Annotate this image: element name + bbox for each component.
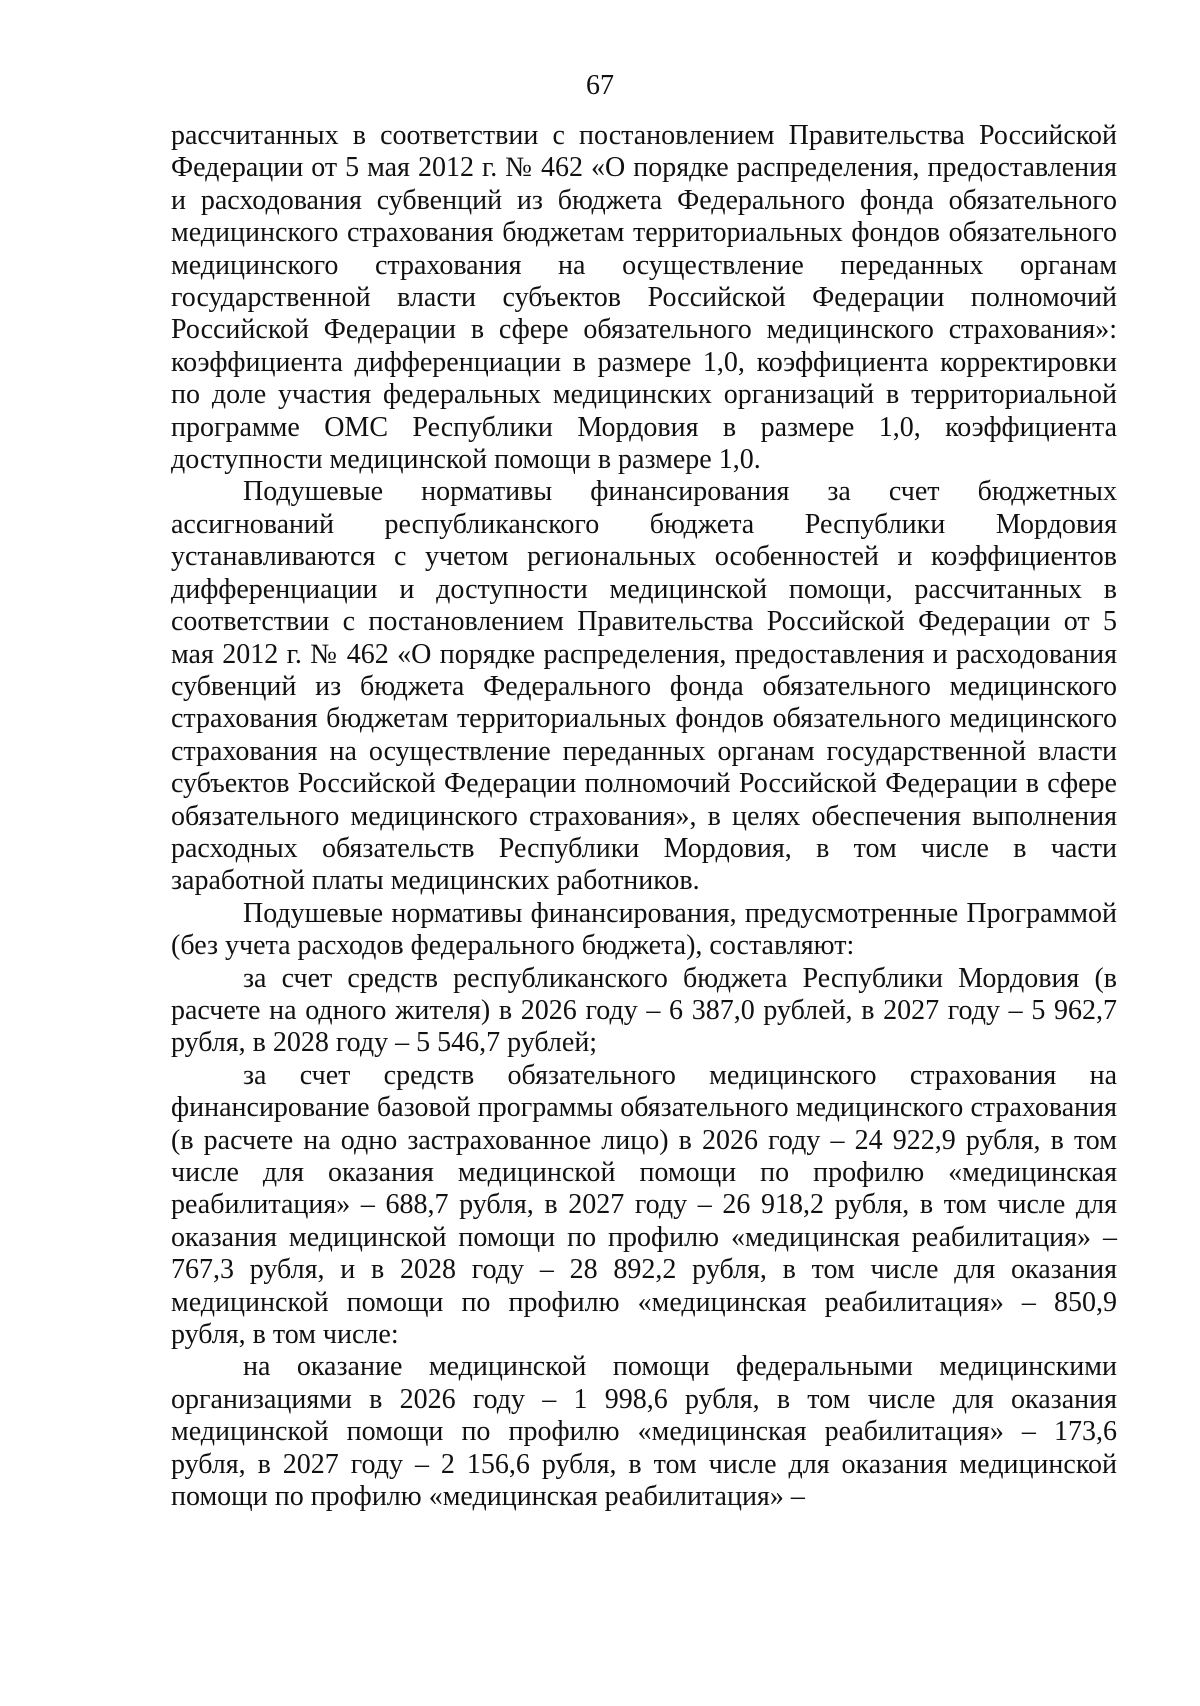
paragraph-federal-organizations: на оказание медицинской помощи федеральными медицинскими организациями в 2026 году – 1 998,6 рубля, в том числе для оказания медицинской помощи по профилю «медицинская реабилитация» – 173,6 рубля, в 2027 году – 2 156,6 рубля, в том числе для оказания медицинской помощи по профилю «медицинская реабилитация» –	[171, 1351, 1117, 1513]
paragraph-oms-funds: за счет средств обязательного медицинского страхования на финансирование базовой программы обязательного медицинского страхования (в расчете на одно застрахованное лицо) в 2026 году – 24 922,9 рубля, в том числе для оказания медицинской помощи по профилю «медицинская реабилитация» – 688,7 рубля, в 2027 году – 26 918,2 рубля, в том числе для оказания медицинской помощи по профилю «медицинская реабилитация» – 767,3 рубля, и в 2028 году – 28 892,2 рубля, в том числе для оказания медицинской помощи по профилю «медицинская реабилитация» – 850,9 рубля, в том числе:	[171, 1059, 1117, 1351]
paragraph-republican-budget: за счет средств республиканского бюджета Республики Мордовия (в расчете на одного жителя) в 2026 году – 6 387,0 рублей, в 2027 году – 5 962,7 рубля, в 2028 году – 5 546,7 рублей;	[171, 962, 1117, 1059]
page-number: 67	[586, 70, 614, 101]
paragraph-budget-norms: Подушевые нормативы финансирования за счет бюджетных ассигнований республиканского бюджета Республики Мордовия устанавливаются с учетом региональных особенностей и коэффициентов дифференциации и доступности медицинской помощи, рассчитанных в соответствии с постановлением Правительства Российской Федерации от 5 мая 2012 г. № 462 «О порядке распределения, предоставления и расходования субвенций из бюджета Федерального фонда обязательного медицинского страхования бюджетам территориальных фондов обязательного медицинского страхования на осуществление переданных органам государственной власти субъектов Российской Федерации полномочий Российской Федерации в сфере обязательного медицинского страхования», в целях обеспечения выполнения расходных обязательств Республики Мордовия, в том числе в части заработной платы медицинских работников.	[171, 476, 1117, 897]
paragraph-norms-intro: Подушевые нормативы финансирования, предусмотренные Программой (без учета расходов федерального бюджета), составляют:	[171, 897, 1117, 962]
document-body	[171, 120, 1117, 1513]
paragraph-coefficients: рассчитанных в соответствии с постановлением Правительства Российской Федерации от 5 мая 2012 г. № 462 «О порядке распределения, предоставления и расходования субвенций из бюджета Федерального фонда обязательного медицинского страхования бюджетам территориальных фондов обязательного медицинского страхования на осуществление переданных органам государственной власти субъектов Российской Федерации полномочий Российской Федерации в сфере обязательного медицинского страхования»: коэффициента дифференциации в размере 1,0, коэффициента корректировки по доле участия федеральных медицинских организаций в территориальной программе ОМС Республики Мордовия в размере 1,0, коэффициента доступности медицинской помощи в размере 1,0.	[171, 120, 1117, 476]
